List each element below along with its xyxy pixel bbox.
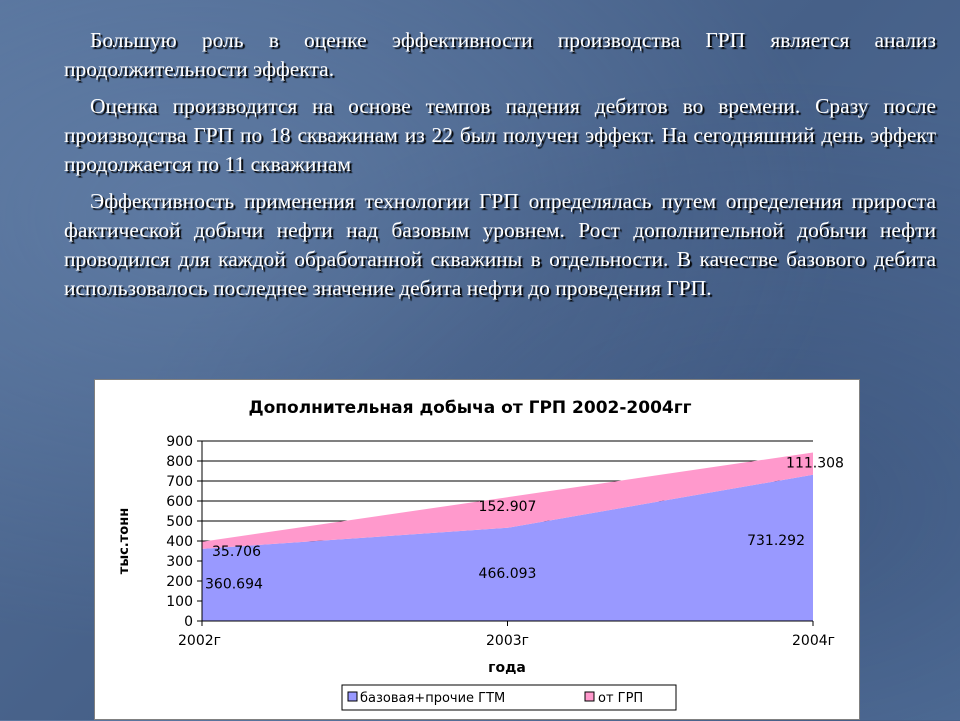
chart-container — [94, 379, 860, 720]
series-areas — [202, 452, 813, 621]
y-tick-label: 300 — [166, 554, 193, 570]
data-label-base: 466.093 — [478, 566, 537, 583]
y-tick-label: 500 — [166, 514, 193, 530]
y-tick-label: 800 — [166, 454, 193, 470]
y-tick-label: 200 — [166, 574, 193, 590]
legend — [342, 685, 676, 710]
y-axis-label: тыс.тонн — [117, 507, 132, 575]
data-label-base: 360.694 — [205, 576, 263, 593]
x-tick-label: 2004г — [792, 633, 835, 649]
legend-label-1: базовая+прочие ГТМ — [360, 691, 506, 706]
legend-label-2: от ГРП — [598, 691, 644, 706]
y-tick-label: 0 — [184, 614, 193, 630]
data-label-grp: 152.907 — [478, 498, 537, 515]
paragraph-1: Большую роль в оценке эффективности производства ГРП является анализ продолжительности эффекта. — [64, 28, 936, 81]
paragraph-2: Оценка производится на основе темпов падения дебитов во времени. Сразу после производства ГРП по 18 скважинам из 22 был получен эффект. На сегодняшний день эффект продолжается по 11 скважинам — [64, 94, 936, 176]
chart-title: Дополнительная добыча от ГРП 2002-2004гг — [248, 398, 692, 418]
y-tick-label: 900 — [166, 434, 193, 450]
text-block — [64, 26, 936, 311]
data-label-base: 731.292 — [747, 532, 805, 549]
y-tick-label: 600 — [166, 494, 193, 510]
data-label-grp: 111.308 — [786, 455, 844, 472]
series-area-1 — [202, 475, 813, 621]
x-axis-label: года — [488, 660, 526, 676]
data-label-grp: 35.706 — [212, 543, 261, 560]
y-tick-label: 100 — [166, 594, 193, 610]
x-tick-label: 2002г — [178, 633, 221, 649]
y-tick-label: 400 — [166, 534, 193, 550]
legend-swatch-1 — [348, 692, 357, 701]
legend-swatch-2 — [585, 692, 594, 701]
area-chart — [95, 380, 861, 721]
y-tick-label: 700 — [166, 474, 193, 490]
x-tick-label: 2003г — [486, 633, 529, 649]
paragraph-3: Эффективность применения технологии ГРП определялась путем определения прироста фактической добычи нефти над базовым уровнем. Рост дополнительной добычи нефти проводился для каждой обработанной скважины в отдельности. В качестве базового дебита использовалось последнее значение дебита нефти до проведения ГРП. — [64, 189, 936, 300]
